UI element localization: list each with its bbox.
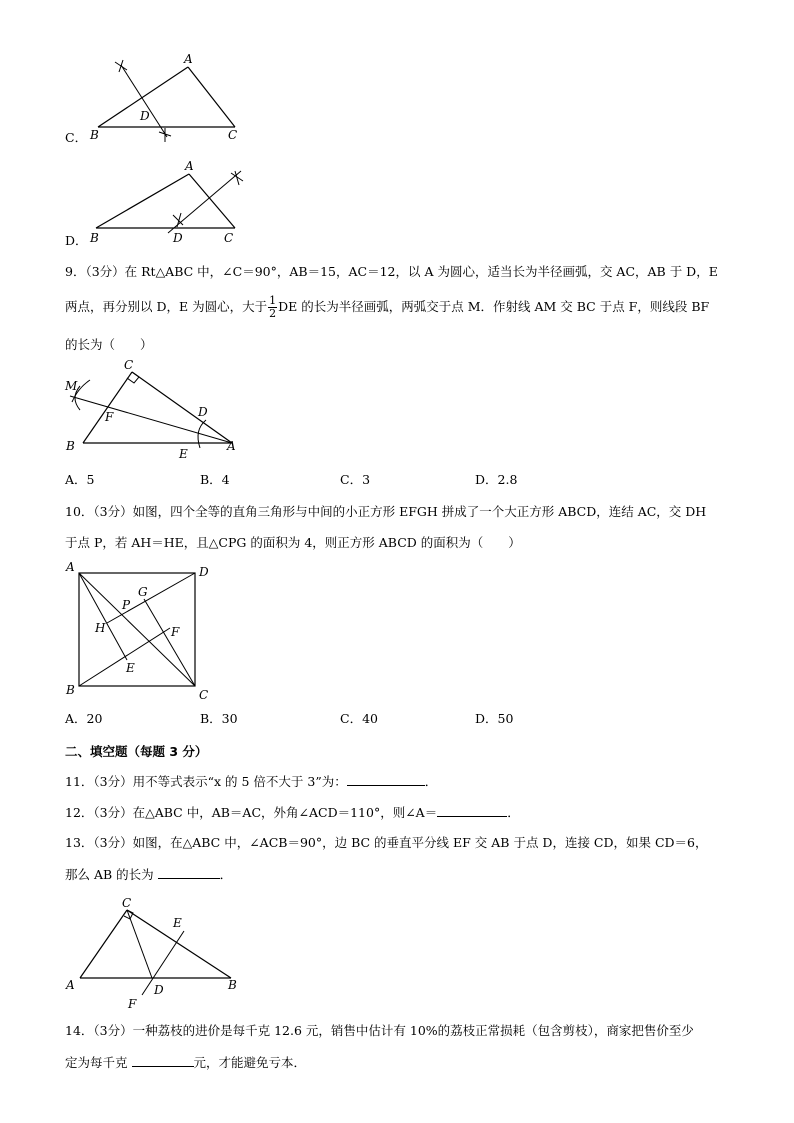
label-b: B bbox=[90, 231, 99, 245]
label-b: B bbox=[228, 978, 237, 992]
label-d: D bbox=[140, 109, 150, 123]
figure-q10 bbox=[60, 557, 220, 704]
figure-q9 bbox=[60, 358, 250, 460]
label-f: F bbox=[105, 410, 114, 424]
q14-line-2b: 元，才能避免亏本． bbox=[193, 1055, 307, 1070]
q14-line-2a: 定为每千克 bbox=[65, 1055, 128, 1070]
q9-line-1: 9．（3分）在 Rt△ABC 中，∠C＝90°，AB＝15，AC＝12，以 A 为圆心，适当长为半径画弧，交 AC，AB 于 D，E bbox=[65, 264, 718, 279]
q9-option-c: C．3 bbox=[340, 472, 371, 487]
label-d: D bbox=[198, 405, 208, 419]
label-e: E bbox=[173, 916, 182, 930]
option-c-label: C． bbox=[65, 130, 88, 145]
option-d-label: D． bbox=[65, 233, 88, 248]
label-e: E bbox=[179, 447, 188, 460]
figure-q13 bbox=[60, 893, 250, 1013]
q10-option-d: D．50 bbox=[475, 711, 514, 726]
q14-line-2 bbox=[65, 1054, 306, 1071]
q13-line-2-text: 那么 AB 的长为 bbox=[65, 867, 154, 882]
q13-answer-blank[interactable] bbox=[158, 866, 220, 879]
label-c: C bbox=[122, 896, 132, 910]
q12-answer-blank[interactable] bbox=[437, 804, 507, 817]
q14-answer-blank[interactable] bbox=[132, 1054, 194, 1067]
label-f: F bbox=[128, 997, 137, 1011]
q9-line-2a: 两点，再分别以 D，E 为圆心，大于 bbox=[65, 299, 268, 314]
label-b: B bbox=[66, 439, 75, 453]
q14-line-1: 14．（3分）一种荔枝的进价是每千克 12.6 元，销售中估计有 10%的荔枝正常损耗（包含剪枝），商家把售价至少 bbox=[65, 1023, 694, 1038]
q11-answer-blank[interactable] bbox=[347, 773, 425, 786]
q13-line-2 bbox=[65, 866, 232, 883]
q9-option-d: D．2.8 bbox=[475, 472, 518, 487]
q11-text: 11．（3分）用不等式表示“x 的 5 倍不大于 3”为： bbox=[65, 774, 347, 789]
label-a: A bbox=[66, 560, 75, 574]
fraction-denominator: 2 bbox=[269, 307, 277, 320]
q10-line-2: 于点 P，若 AH＝HE，且△CPG 的面积为 4，则正方形 ABCD 的面积为（ ） bbox=[65, 535, 521, 550]
label-c: C bbox=[124, 358, 134, 372]
label-b: B bbox=[90, 128, 99, 142]
label-h: H bbox=[95, 621, 106, 635]
label-a: A bbox=[185, 159, 194, 173]
q9-line-2b: DE 的长为半径画弧，两弧交于点 M．作射线 AM 交 BC 于点 F，则线段 BF bbox=[278, 299, 710, 314]
figure-q8-option-d bbox=[85, 157, 255, 249]
label-f: F bbox=[171, 625, 180, 639]
q9-option-a: A．5 bbox=[65, 472, 95, 487]
q12-end: ． bbox=[507, 805, 520, 820]
label-e: E bbox=[126, 661, 135, 675]
label-m: M bbox=[65, 379, 78, 393]
fraction-numerator: 1 bbox=[269, 294, 277, 307]
q9-line-2 bbox=[65, 295, 709, 320]
label-b: B bbox=[66, 683, 75, 697]
q10-option-a: A．20 bbox=[65, 711, 103, 726]
q10-line-1: 10．（3分）如图，四个全等的直角三角形与中间的小正方形 EFGH 拼成了一个大正方形 ABCD，连结 AC，交 DH bbox=[65, 504, 707, 519]
figure-q8-option-c bbox=[85, 50, 255, 145]
q9-option-b: B．4 bbox=[200, 472, 230, 487]
q10-option-c: C．40 bbox=[340, 711, 378, 726]
q11 bbox=[65, 773, 437, 790]
label-p: P bbox=[122, 598, 131, 612]
q10-option-b: B．30 bbox=[200, 711, 238, 726]
fraction-one-half bbox=[268, 295, 277, 320]
label-g: G bbox=[138, 585, 148, 599]
q12 bbox=[65, 804, 520, 821]
label-a: A bbox=[227, 439, 236, 453]
q9-line-3: 的长为（ ） bbox=[65, 337, 153, 352]
q13-line-1: 13．（3分）如图，在△ABC 中，∠ACB＝90°，边 BC 的垂直平分线 EF 交 AB 于点 D，连接 CD，如果 CD＝6， bbox=[65, 835, 708, 850]
q13-end: ． bbox=[219, 867, 233, 882]
label-c: C bbox=[224, 231, 234, 245]
label-d: D bbox=[154, 983, 164, 997]
label-d: D bbox=[173, 231, 183, 245]
label-a: A bbox=[184, 52, 193, 66]
q11-end: ． bbox=[424, 774, 438, 789]
label-c: C bbox=[228, 128, 238, 142]
label-a: A bbox=[66, 978, 75, 992]
q12-text: 12．（3分）在△ABC 中，AB＝AC，外角∠ACD＝110°，则∠A＝ bbox=[65, 805, 438, 820]
label-d: D bbox=[199, 565, 209, 579]
section-heading-fill-blank: 二、填空题（每题 3 分） bbox=[65, 744, 208, 759]
label-c: C bbox=[199, 688, 209, 702]
